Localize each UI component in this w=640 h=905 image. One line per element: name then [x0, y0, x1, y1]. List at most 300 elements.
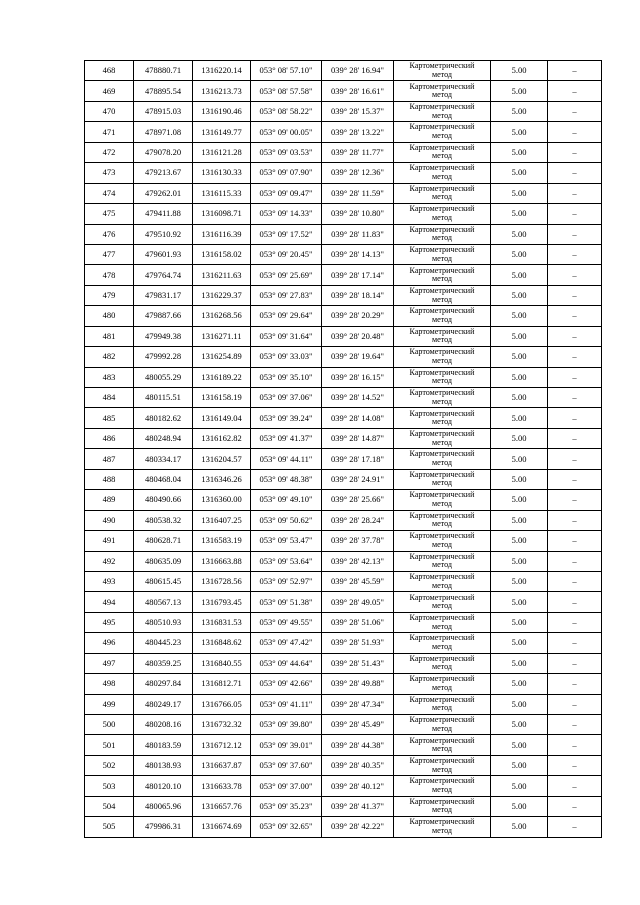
method-line1: Картометрический	[409, 306, 475, 316]
method-line2: метод	[431, 192, 453, 202]
method-line1: Картометрический	[409, 367, 475, 377]
precision-value: 5.00	[491, 163, 548, 183]
table-row	[85, 571, 602, 591]
method-cell	[394, 776, 491, 796]
method-line1: Картометрический	[409, 776, 475, 786]
coord-y: 1316831.53	[193, 612, 251, 632]
point-number: 489	[85, 490, 134, 510]
latitude: 053° 08' 58.22"	[251, 101, 322, 121]
method-cell	[394, 122, 491, 142]
longitude: 039° 28' 16.61"	[322, 81, 394, 101]
latitude: 053° 09' 31.64"	[251, 326, 322, 346]
dash-cell: –	[548, 612, 602, 632]
table-row	[85, 551, 602, 571]
longitude: 039° 28' 14.13"	[322, 244, 394, 264]
precision-value: 5.00	[491, 265, 548, 285]
precision-value: 5.00	[491, 428, 548, 448]
coord-x: 479262.01	[134, 183, 193, 203]
coord-y: 1316766.05	[193, 694, 251, 714]
coord-y: 1316728.56	[193, 571, 251, 591]
longitude: 039° 28' 24.91"	[322, 469, 394, 489]
table-row	[85, 388, 602, 408]
coord-y: 1316793.45	[193, 592, 251, 612]
method-line1: Картометрический	[409, 551, 475, 561]
method-line1: Картометрический	[409, 674, 475, 684]
method-cell	[394, 428, 491, 448]
method-line2: метод	[431, 233, 453, 243]
latitude: 053° 09' 37.00"	[251, 776, 322, 796]
longitude: 039° 28' 41.37"	[322, 796, 394, 816]
table-row	[85, 531, 602, 551]
dash-cell: –	[548, 469, 602, 489]
method-cell	[394, 817, 491, 837]
method-line2: метод	[431, 335, 453, 345]
longitude: 039° 28' 51.43"	[322, 653, 394, 673]
dash-cell: –	[548, 694, 602, 714]
coord-y: 1316211.63	[193, 265, 251, 285]
longitude: 039° 28' 42.13"	[322, 551, 394, 571]
coord-x: 479764.74	[134, 265, 193, 285]
method-line1: Картометрический	[409, 653, 475, 663]
coord-y: 1316254.89	[193, 347, 251, 367]
precision-value: 5.00	[491, 142, 548, 162]
latitude: 053° 09' 44.11"	[251, 449, 322, 469]
dash-cell: –	[548, 592, 602, 612]
method-line1: Картометрический	[409, 326, 475, 336]
latitude: 053° 09' 37.60"	[251, 755, 322, 775]
method-line1: Картометрический	[409, 469, 475, 479]
point-number: 473	[85, 163, 134, 183]
coord-y: 1316189.22	[193, 367, 251, 387]
method-cell	[394, 531, 491, 551]
table-row	[85, 755, 602, 775]
latitude: 053° 09' 48.38"	[251, 469, 322, 489]
coord-y: 1316115.33	[193, 183, 251, 203]
method-line2: метод	[431, 519, 453, 529]
coord-x: 479078.20	[134, 142, 193, 162]
method-line1: Картометрический	[409, 592, 475, 602]
table-row	[85, 306, 602, 326]
table-row	[85, 183, 602, 203]
latitude: 053° 09' 39.24"	[251, 408, 322, 428]
latitude: 053° 09' 32.65"	[251, 817, 322, 837]
coord-y: 1316149.77	[193, 122, 251, 142]
coord-x: 480183.59	[134, 735, 193, 755]
table-body	[85, 61, 602, 838]
coord-y: 1316116.39	[193, 224, 251, 244]
precision-value: 5.00	[491, 735, 548, 755]
dash-cell: –	[548, 101, 602, 121]
coord-y: 1316268.56	[193, 306, 251, 326]
method-line1: Картометрический	[409, 408, 475, 418]
coord-y: 1316149.04	[193, 408, 251, 428]
dash-cell: –	[548, 285, 602, 305]
method-cell	[394, 142, 491, 162]
point-number: 480	[85, 306, 134, 326]
precision-value: 5.00	[491, 326, 548, 346]
longitude: 039° 28' 20.29"	[322, 306, 394, 326]
longitude: 039° 28' 49.05"	[322, 592, 394, 612]
longitude: 039° 28' 37.78"	[322, 531, 394, 551]
method-line2: метод	[431, 498, 453, 508]
dash-cell: –	[548, 428, 602, 448]
point-number: 500	[85, 715, 134, 735]
latitude: 053° 09' 51.38"	[251, 592, 322, 612]
longitude: 039° 28' 45.59"	[322, 571, 394, 591]
method-line1: Картометрический	[409, 756, 475, 765]
method-line1: Картометрический	[409, 265, 475, 275]
longitude: 039° 28' 49.88"	[322, 674, 394, 694]
point-number: 470	[85, 101, 134, 121]
precision-value: 5.00	[491, 224, 548, 244]
method-cell	[394, 163, 491, 183]
method-cell	[394, 81, 491, 101]
table-row	[85, 449, 602, 469]
method-cell	[394, 612, 491, 632]
method-line2: метод	[431, 151, 453, 161]
coord-y: 1316633.78	[193, 776, 251, 796]
dash-cell: –	[548, 490, 602, 510]
latitude: 053° 09' 17.52"	[251, 224, 322, 244]
coord-y: 1316220.14	[193, 61, 251, 81]
table-row	[85, 592, 602, 612]
point-number: 488	[85, 469, 134, 489]
point-number: 479	[85, 285, 134, 305]
coord-x: 479510.92	[134, 224, 193, 244]
table-row	[85, 796, 602, 816]
precision-value: 5.00	[491, 204, 548, 224]
method-line1: Картометрический	[409, 510, 475, 520]
table-row	[85, 735, 602, 755]
table-row	[85, 612, 602, 632]
method-line1: Картометрический	[409, 142, 475, 152]
method-line1: Картометрический	[409, 735, 475, 745]
method-line2: метод	[431, 825, 453, 835]
method-cell	[394, 551, 491, 571]
longitude: 039° 28' 16.15"	[322, 367, 394, 387]
table-row	[85, 61, 602, 81]
method-cell	[394, 61, 491, 81]
method-cell	[394, 469, 491, 489]
point-number: 469	[85, 81, 134, 101]
coord-x: 480538.32	[134, 510, 193, 530]
latitude: 053° 09' 49.10"	[251, 490, 322, 510]
latitude: 053° 09' 41.11"	[251, 694, 322, 714]
coord-y: 1316271.11	[193, 326, 251, 346]
precision-value: 5.00	[491, 612, 548, 632]
point-number: 499	[85, 694, 134, 714]
precision-value: 5.00	[491, 183, 548, 203]
dash-cell: –	[548, 735, 602, 755]
dash-cell: –	[548, 388, 602, 408]
latitude: 053° 09' 03.53"	[251, 142, 322, 162]
longitude: 039° 28' 20.48"	[322, 326, 394, 346]
table-row	[85, 142, 602, 162]
method-line1: Картометрический	[409, 429, 475, 438]
table-row	[85, 428, 602, 448]
method-cell	[394, 326, 491, 346]
precision-value: 5.00	[491, 408, 548, 428]
point-number: 498	[85, 674, 134, 694]
dash-cell: –	[548, 265, 602, 285]
coord-y: 1316712.12	[193, 735, 251, 755]
method-cell	[394, 735, 491, 755]
method-cell	[394, 755, 491, 775]
method-line2: метод	[431, 396, 453, 406]
dash-cell: –	[548, 674, 602, 694]
point-number: 492	[85, 551, 134, 571]
method-line1: Картометрический	[409, 224, 475, 234]
coord-y: 1316848.62	[193, 633, 251, 653]
table-row	[85, 244, 602, 264]
table-row	[85, 674, 602, 694]
dash-cell: –	[548, 571, 602, 591]
method-cell	[394, 347, 491, 367]
table-row	[85, 367, 602, 387]
coord-y: 1316657.76	[193, 796, 251, 816]
point-number: 486	[85, 428, 134, 448]
precision-value: 5.00	[491, 122, 548, 142]
precision-value: 5.00	[491, 531, 548, 551]
precision-value: 5.00	[491, 81, 548, 101]
coord-x: 480628.71	[134, 531, 193, 551]
method-cell	[394, 571, 491, 591]
coord-y: 1316121.28	[193, 142, 251, 162]
longitude: 039° 28' 14.87"	[322, 428, 394, 448]
method-line1: Картометрический	[409, 796, 475, 806]
method-line1: Картометрический	[409, 183, 475, 193]
latitude: 053° 09' 14.33"	[251, 204, 322, 224]
longitude: 039° 28' 51.06"	[322, 612, 394, 632]
coord-x: 480635.09	[134, 551, 193, 571]
method-line1: Картометрический	[409, 285, 475, 295]
method-line1: Картометрический	[409, 531, 475, 541]
table-row	[85, 510, 602, 530]
coord-y: 1316098.71	[193, 204, 251, 224]
coord-x: 480490.66	[134, 490, 193, 510]
coord-y: 1316732.32	[193, 715, 251, 735]
coord-y: 1316158.19	[193, 388, 251, 408]
precision-value: 5.00	[491, 367, 548, 387]
method-cell	[394, 285, 491, 305]
latitude: 053° 09' 39.01"	[251, 735, 322, 755]
latitude: 053° 09' 07.90"	[251, 163, 322, 183]
point-number: 504	[85, 796, 134, 816]
dash-cell: –	[548, 531, 602, 551]
method-cell	[394, 592, 491, 612]
dash-cell: –	[548, 61, 602, 81]
method-cell	[394, 244, 491, 264]
point-number: 482	[85, 347, 134, 367]
point-number: 487	[85, 449, 134, 469]
latitude: 053° 09' 41.37"	[251, 428, 322, 448]
longitude: 039° 28' 40.35"	[322, 755, 394, 775]
point-number: 471	[85, 122, 134, 142]
dash-cell: –	[548, 510, 602, 530]
method-line2: метод	[431, 253, 453, 263]
coord-x: 480445.23	[134, 633, 193, 653]
precision-value: 5.00	[491, 776, 548, 796]
precision-value: 5.00	[491, 285, 548, 305]
dash-cell: –	[548, 755, 602, 775]
dash-cell: –	[548, 347, 602, 367]
table-row	[85, 204, 602, 224]
coord-y: 1316213.73	[193, 81, 251, 101]
point-number: 502	[85, 755, 134, 775]
method-cell	[394, 796, 491, 816]
latitude: 053° 09' 20.45"	[251, 244, 322, 264]
longitude: 039° 28' 14.52"	[322, 388, 394, 408]
method-line1: Картометрический	[409, 347, 475, 357]
longitude: 039° 28' 28.24"	[322, 510, 394, 530]
coord-x: 478971.08	[134, 122, 193, 142]
method-line1: Картометрический	[409, 102, 475, 111]
dash-cell: –	[548, 715, 602, 735]
dash-cell: –	[548, 367, 602, 387]
dash-cell: –	[548, 776, 602, 796]
coord-y: 1316162.82	[193, 428, 251, 448]
longitude: 039° 28' 17.18"	[322, 449, 394, 469]
dash-cell: –	[548, 326, 602, 346]
method-cell	[394, 101, 491, 121]
point-number: 496	[85, 633, 134, 653]
method-line2: метод	[431, 131, 453, 141]
precision-value: 5.00	[491, 674, 548, 694]
longitude: 039° 28' 25.66"	[322, 490, 394, 510]
method-line1: Картометрический	[409, 694, 475, 704]
method-line2: метод	[431, 744, 453, 754]
table-row	[85, 633, 602, 653]
method-cell	[394, 265, 491, 285]
coord-x: 479831.17	[134, 285, 193, 305]
coord-x: 480138.93	[134, 755, 193, 775]
table-row	[85, 694, 602, 714]
coord-x: 479949.38	[134, 326, 193, 346]
coord-x: 480359.25	[134, 653, 193, 673]
precision-value: 5.00	[491, 449, 548, 469]
method-cell	[394, 183, 491, 203]
method-line1: Картометрический	[409, 715, 475, 725]
table-row	[85, 347, 602, 367]
precision-value: 5.00	[491, 101, 548, 121]
precision-value: 5.00	[491, 551, 548, 571]
latitude: 053° 08' 57.10"	[251, 61, 322, 81]
coord-x: 480248.94	[134, 428, 193, 448]
latitude: 053° 09' 35.10"	[251, 367, 322, 387]
dash-cell: –	[548, 551, 602, 571]
coord-y: 1316158.02	[193, 244, 251, 264]
point-number: 474	[85, 183, 134, 203]
table-row	[85, 408, 602, 428]
longitude: 039° 28' 40.12"	[322, 776, 394, 796]
longitude: 039° 28' 11.83"	[322, 224, 394, 244]
method-cell	[394, 204, 491, 224]
method-cell	[394, 388, 491, 408]
method-cell	[394, 449, 491, 469]
method-line2: метод	[431, 478, 453, 488]
coordinates-table	[84, 60, 602, 838]
dash-cell: –	[548, 817, 602, 837]
dash-cell: –	[548, 122, 602, 142]
coord-y: 1316583.19	[193, 531, 251, 551]
method-line2: метод	[431, 703, 453, 713]
method-line1: Картометрический	[409, 633, 475, 643]
latitude: 053° 09' 35.23"	[251, 796, 322, 816]
method-line2: метод	[431, 294, 453, 304]
table-row	[85, 224, 602, 244]
precision-value: 5.00	[491, 490, 548, 510]
coord-y: 1316812.71	[193, 674, 251, 694]
table-row	[85, 163, 602, 183]
dash-cell: –	[548, 142, 602, 162]
coord-y: 1316346.26	[193, 469, 251, 489]
point-number: 495	[85, 612, 134, 632]
method-line2: метод	[431, 171, 453, 181]
point-number: 476	[85, 224, 134, 244]
coord-x: 478880.71	[134, 61, 193, 81]
latitude: 053° 09' 00.05"	[251, 122, 322, 142]
dash-cell: –	[548, 204, 602, 224]
coord-y: 1316130.33	[193, 163, 251, 183]
longitude: 039° 28' 10.80"	[322, 204, 394, 224]
table-row	[85, 653, 602, 673]
latitude: 053° 09' 44.64"	[251, 653, 322, 673]
coord-x: 479887.66	[134, 306, 193, 326]
precision-value: 5.00	[491, 347, 548, 367]
method-line2: метод	[431, 539, 453, 549]
longitude: 039° 28' 47.34"	[322, 694, 394, 714]
dash-cell: –	[548, 653, 602, 673]
method-line2: метод	[431, 69, 453, 79]
table-row	[85, 265, 602, 285]
table-row	[85, 817, 602, 837]
coord-x: 480334.17	[134, 449, 193, 469]
dash-cell: –	[548, 796, 602, 816]
latitude: 053° 09' 09.47"	[251, 183, 322, 203]
dash-cell: –	[548, 633, 602, 653]
longitude: 039° 28' 13.22"	[322, 122, 394, 142]
coord-y: 1316407.25	[193, 510, 251, 530]
longitude: 039° 28' 51.93"	[322, 633, 394, 653]
coord-y: 1316637.87	[193, 755, 251, 775]
method-cell	[394, 490, 491, 510]
method-line2: метод	[431, 601, 453, 611]
coord-x: 480055.29	[134, 367, 193, 387]
dash-cell: –	[548, 244, 602, 264]
table-row	[85, 776, 602, 796]
coord-y: 1316360.00	[193, 490, 251, 510]
longitude: 039° 28' 19.64"	[322, 347, 394, 367]
method-line2: метод	[431, 580, 453, 590]
point-number: 472	[85, 142, 134, 162]
method-line2: метод	[431, 641, 453, 651]
method-cell	[394, 674, 491, 694]
coord-x: 480065.96	[134, 796, 193, 816]
precision-value: 5.00	[491, 510, 548, 530]
table-row	[85, 490, 602, 510]
latitude: 053° 09' 53.47"	[251, 531, 322, 551]
point-number: 497	[85, 653, 134, 673]
method-line1: Картометрический	[409, 204, 475, 214]
table-row	[85, 81, 602, 101]
longitude: 039° 28' 16.94"	[322, 61, 394, 81]
method-line1: Картометрический	[409, 122, 475, 132]
dash-cell: –	[548, 81, 602, 101]
precision-value: 5.00	[491, 592, 548, 612]
coord-x: 480567.13	[134, 592, 193, 612]
method-line2: метод	[431, 212, 453, 222]
coord-x: 480510.93	[134, 612, 193, 632]
